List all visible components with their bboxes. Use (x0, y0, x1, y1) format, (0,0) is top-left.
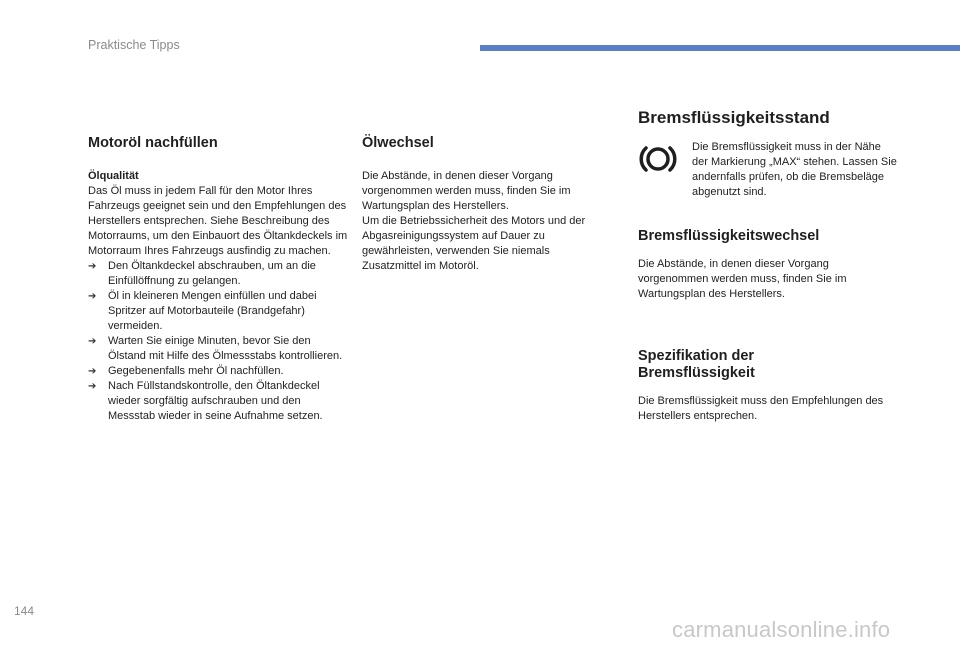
step-text: Den Öltankdeckel abschrauben, um an die Einfüllöffnung zu gelangen. (108, 260, 316, 287)
column-oil-change (362, 134, 600, 274)
column-oil-refill (88, 134, 350, 424)
bullet-arrow-icon: ➔ (88, 381, 97, 392)
spec-heading-line-2: Bremsflüssigkeit (638, 365, 755, 381)
column-brake-fluid (638, 108, 898, 424)
brake-level-text: Die Bremsflüssigkeit muss in der Nähe der Markierung „MAX“ stehen. Lassen Sie andernfalls prüfen, ob die Bremsbeläge abgenutzt sind. (692, 141, 897, 198)
step-text: Gegebenenfalls mehr Öl nachfüllen. (108, 365, 284, 377)
header-accent-bar (480, 45, 960, 51)
bullet-arrow-icon: ➔ (88, 336, 97, 347)
list-item (88, 379, 350, 424)
oil-quality-subheading: Ölqualität (88, 170, 139, 182)
brake-warning-icon (638, 140, 692, 181)
brake-fluid-spec-text: Die Bremsflüssigkeit muss den Empfehlungen des Herstellers entsprechen. (638, 395, 884, 422)
brake-level-row (638, 140, 898, 200)
brake-fluid-spec-heading (638, 348, 898, 382)
brake-fluid-spec-section (638, 348, 898, 424)
brake-fluid-level-heading: Bremsflüssigkeitsstand (638, 108, 830, 127)
section-title: Praktische Tipps (88, 38, 180, 52)
list-item (88, 259, 350, 289)
oil-change-paragraph-1: Die Abstände, in denen dieser Vorgang vorgenommen werden muss, finden Sie im Wartungsplan des Herstellers. (362, 170, 571, 212)
oil-change-paragraph-2: Um die Betriebssicherheit des Motors und der Abgasreinigungssystem auf Dauer zu gewährleisten, verwenden Sie niemals Zusatzmittel im Motoröl. (362, 215, 586, 272)
brake-fluid-change-heading: Bremsflüssigkeitswechsel (638, 228, 820, 244)
oil-refill-steps (88, 259, 350, 424)
bullet-arrow-icon: ➔ (88, 291, 97, 302)
bullet-arrow-icon: ➔ (88, 366, 97, 377)
oil-refill-heading: Motoröl nachfüllen (88, 135, 218, 151)
oil-quality-paragraph: Das Öl muss in jedem Fall für den Motor Ihres Fahrzeugs geeignet sein und den Empfehlungen des Herstellers entsprechen. Siehe Beschreibung des Motorraums, um den Einbauort des Öltankdeckels im Motorraum Ihres Fahrzeugs ausfindig zu machen. (88, 185, 348, 257)
brake-fluid-change-text: Die Abstände, in denen dieser Vorgang vorgenommen werden muss, finden Sie im Wartungsplan des Herstellers. (638, 258, 847, 300)
step-text: Öl in kleineren Mengen einfüllen und dabei Spritzer auf Motorbauteile (Brandgefahr) vermeiden. (108, 290, 317, 332)
step-text: Nach Füllstandskontrolle, den Öltankdeckel wieder sorgfältig aufschrauben und den Messstab wieder in seine Aufnahme setzen. (108, 380, 323, 422)
step-text: Warten Sie einige Minuten, bevor Sie den Ölstand mit Hilfe des Ölmessstabs kontrollieren. (108, 335, 343, 362)
page-number: 144 (14, 604, 35, 618)
bullet-arrow-icon: ➔ (88, 261, 97, 272)
watermark: carmanualsonline.info (672, 617, 891, 642)
list-item (88, 334, 350, 364)
list-item (88, 364, 350, 379)
spec-heading-line-1: Spezifikation der (638, 348, 755, 364)
brake-fluid-change-section (638, 228, 898, 302)
list-item (88, 289, 350, 334)
oil-change-heading: Ölwechsel (362, 135, 434, 151)
